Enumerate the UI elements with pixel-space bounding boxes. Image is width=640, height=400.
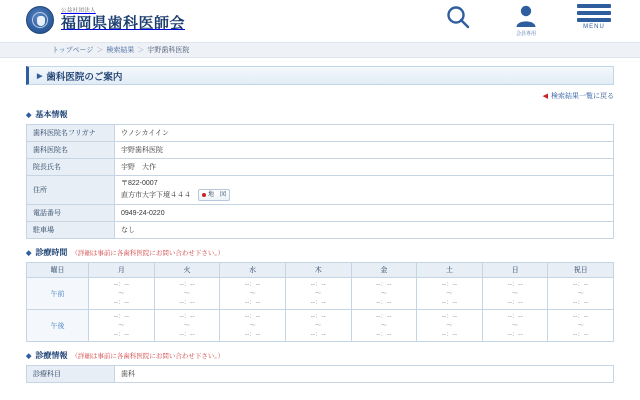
column-header-sat: 土 [417,263,483,278]
row-label: 駐車場 [27,222,115,239]
column-header-fri: 金 [351,263,417,278]
row-label: 院長氏名 [27,159,115,176]
diamond-icon: ◆ [26,250,32,257]
department-table [26,365,614,383]
back-to-results-link[interactable] [543,91,614,101]
section-note-hours: （詳細は事前に各歯科医院にお問い合わせ下さい。） [71,250,225,257]
hours-cell: --：-- ～ --：-- [548,278,614,310]
org-name: 福岡県歯科医師会 [61,15,186,32]
row-label: 歯科医院名 [27,142,115,159]
hours-cell: --：-- ～ --：-- [285,310,351,342]
street-address-row [121,189,607,201]
hours-cell: --：-- ～ --：-- [417,278,483,310]
section-heading-basic-label: 基本情報 [35,110,68,119]
table-row [27,142,614,159]
search-button[interactable] [436,4,480,30]
breadcrumb-separator: ＞ [137,47,145,54]
section-heading-hours [26,247,614,258]
logo-text [61,8,185,32]
page-title [26,66,614,85]
table-row [27,205,614,222]
column-header-sun: 日 [482,263,548,278]
map-button-label: 地 図 [207,192,226,198]
hours-cell: --：-- ～ --：-- [351,310,417,342]
column-header-day: 曜日 [27,263,89,278]
back-link-row [26,91,614,101]
breadcrumb [0,42,640,58]
section-note-dept: （詳細は事前に各歯科医院にお問い合わせ下さい。） [71,353,225,360]
person-icon [515,4,537,28]
diamond-icon: ◆ [26,353,32,360]
column-header-mon: 月 [89,263,155,278]
diamond-icon: ◆ [26,112,32,119]
hours-cell: --：-- ～ --：-- [154,278,220,310]
table-row-address [27,176,614,205]
table-row [27,366,614,383]
table-row-morning [27,278,614,310]
section-heading-dept-label: 診療情報 [35,351,68,360]
map-button[interactable] [198,189,230,201]
table-row [27,222,614,239]
breadcrumb-separator: ＞ [96,47,104,54]
row-label: 電話番号 [27,205,115,222]
page-title-text: 歯科医院のご案内 [46,71,123,83]
row-value: ウノシカイイン [115,125,614,142]
hours-table [26,262,614,342]
hours-cell: --：-- ～ --：-- [89,278,155,310]
header-tools [436,4,616,37]
row-value-address [115,176,614,205]
row-label-afternoon: 午後 [27,310,89,342]
section-heading-basic [26,109,614,120]
postal-code: 〒822-0007 [121,180,158,187]
hours-cell: --：-- ～ --：-- [220,278,286,310]
row-label: 歯科医院名フリガナ [27,125,115,142]
basic-info-table [26,124,614,239]
row-value: 歯科 [115,366,614,383]
hours-cell: --：-- ～ --：-- [482,310,548,342]
hours-cell: --：-- ～ --：-- [220,310,286,342]
row-label: 住所 [27,176,115,205]
table-row [27,125,614,142]
hours-cell: --：-- ～ --：-- [154,310,220,342]
breadcrumb-item-results[interactable]: 検索結果 [106,47,135,54]
row-value-phone: 0949-24-0220 [115,205,614,222]
table-row-afternoon [27,310,614,342]
hours-cell: --：-- ～ --：-- [417,310,483,342]
section-heading-hours-label: 診療時間 [35,248,68,257]
section-heading-dept [26,350,614,361]
association-seal-icon [26,6,54,34]
column-header-holiday: 祝日 [548,263,614,278]
row-label-morning: 午前 [27,278,89,310]
search-icon [445,4,471,30]
member-login-button[interactable] [504,4,548,37]
menu-button[interactable] [572,4,616,30]
menu-label: MENU [583,24,605,30]
column-header-wed: 水 [220,263,286,278]
breadcrumb-item-current: 宇野歯科医院 [147,47,190,54]
table-row [27,159,614,176]
row-value: 宇野 大作 [115,159,614,176]
map-pin-icon [202,193,206,197]
column-header-tue: 火 [154,263,220,278]
arrow-left-icon: ◀ [542,93,548,100]
hours-cell: --：-- ～ --：-- [285,278,351,310]
row-label: 診療科目 [27,366,115,383]
triangle-right-icon: ▶ [37,72,43,80]
site-logo-link[interactable] [26,6,185,34]
row-value: なし [115,222,614,239]
hours-cell: --：-- ～ --：-- [89,310,155,342]
member-login-label: 会員専用 [515,31,536,37]
org-subtitle: 公益社団法人 [61,8,96,14]
hours-cell: --：-- ～ --：-- [548,310,614,342]
hours-cell: --：-- ～ --：-- [482,278,548,310]
hamburger-icon [577,4,611,22]
hours-cell: --：-- ～ --：-- [351,278,417,310]
street-address: 直方市大字下境４４４ [121,191,191,199]
column-header-thu: 木 [285,263,351,278]
site-header [0,0,640,42]
breadcrumb-item-home[interactable]: トップページ [52,47,94,54]
back-to-results-label: 検索結果一覧に戻る [551,93,614,100]
row-value: 宇野歯科医院 [115,142,614,159]
table-header-row [27,263,614,278]
